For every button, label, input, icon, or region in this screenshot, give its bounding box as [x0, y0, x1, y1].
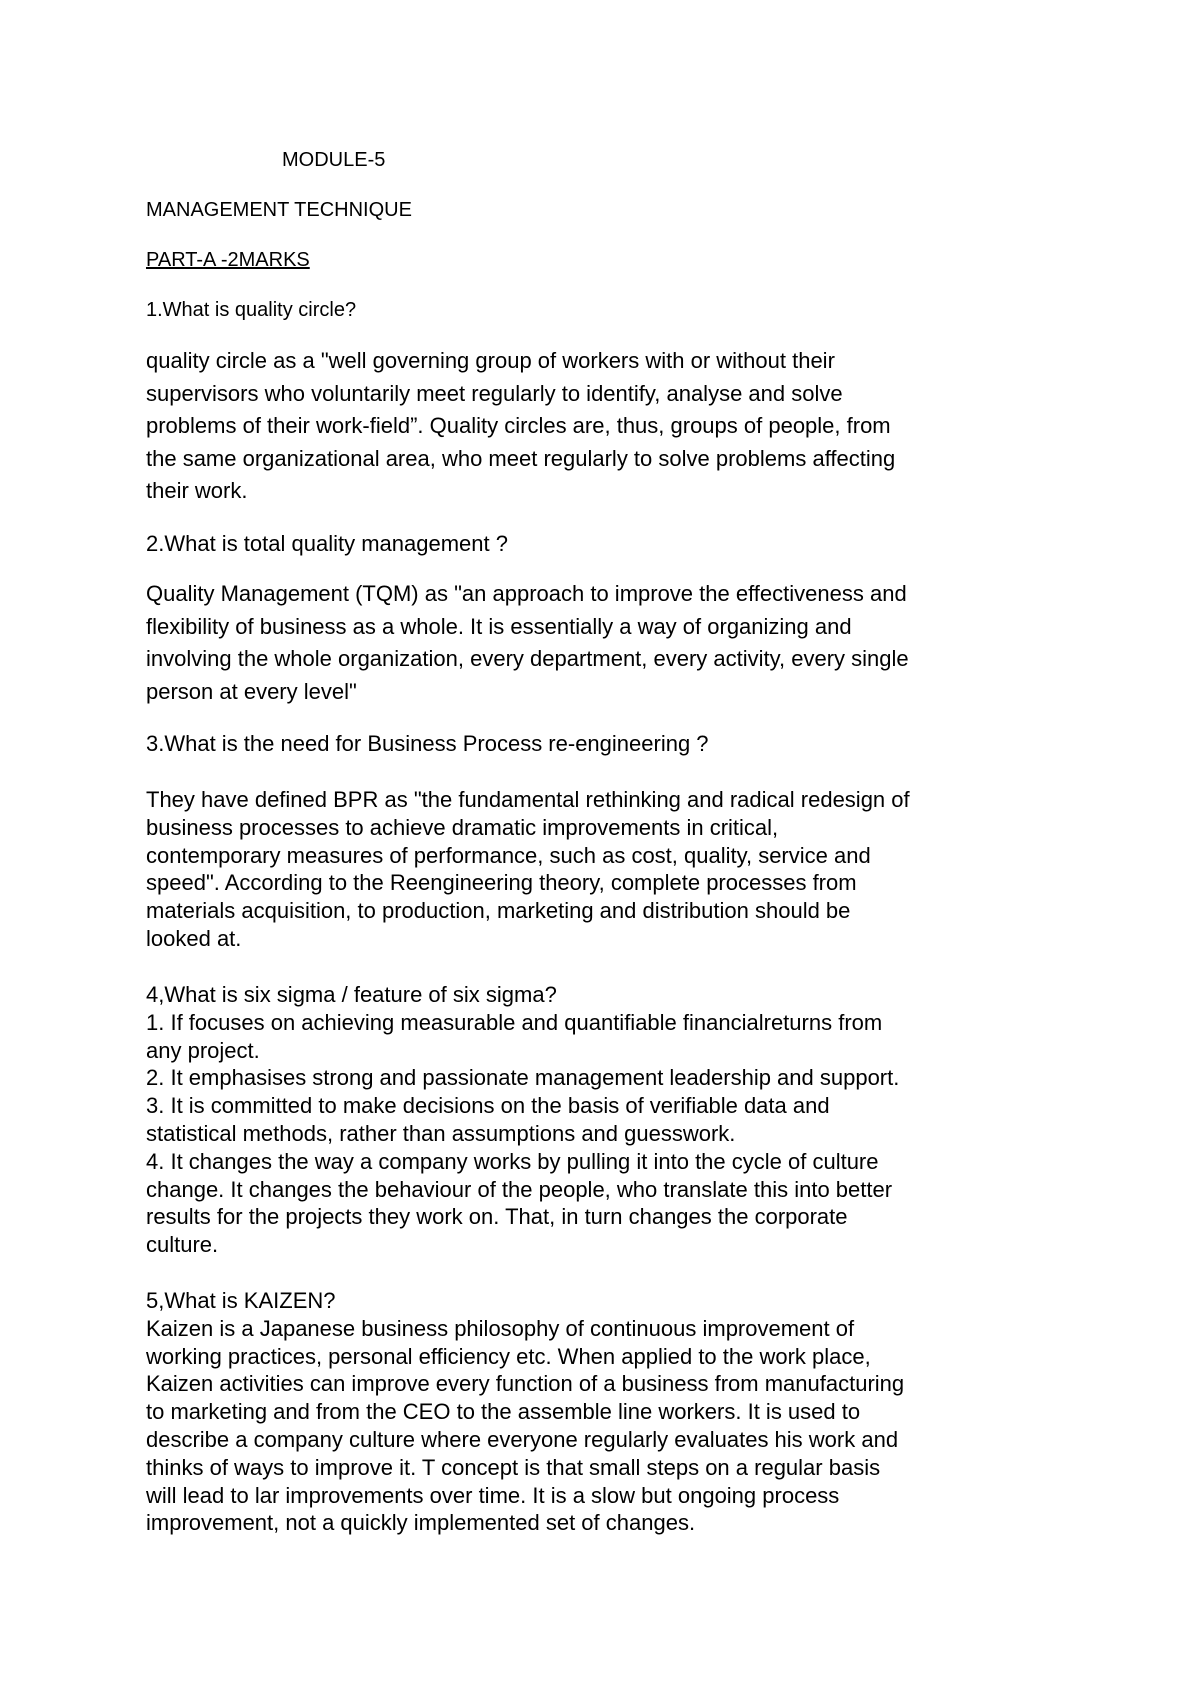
six-sigma-line: culture.: [146, 1232, 219, 1258]
answer-3-line: They have defined BPR as "the fundamental rethinking and radical redesign of: [146, 787, 910, 812]
question-1: 1.What is quality circle?: [146, 299, 357, 321]
six-sigma-line: statistical methods, rather than assumptions and guesswork.: [146, 1120, 736, 1146]
answer-1-line: quality circle as a "well governing group of workers with or without their: [146, 348, 835, 373]
answer-2-line: person at every level": [146, 678, 357, 704]
kaizen-line: Kaizen is a Japanese business philosophy of continuous improvement of: [146, 1315, 855, 1341]
kaizen-line: improvement, not a quickly implemented set of changes.: [146, 1510, 696, 1536]
kaizen-line: working practices, personal efficiency etc. When applied to the work place,: [146, 1343, 871, 1369]
kaizen-question: 5,What is KAIZEN?: [146, 1288, 336, 1313]
six-sigma-line: change. It changes the behaviour of the people, who translate this into better: [146, 1176, 893, 1202]
six-sigma-line: 4. It changes the way a company works by pulling it into the cycle of culture: [146, 1148, 879, 1174]
answer-3-line: materials acquisition, to production, marketing and distribution should be: [146, 898, 851, 924]
six-sigma-section: [146, 981, 1086, 1259]
kaizen-section: [146, 1287, 1086, 1537]
answer-3-line: contemporary measures of performance, such as cost, quality, service and: [146, 842, 871, 868]
answer-2: [146, 578, 1086, 708]
answer-3: [146, 786, 1086, 953]
kaizen-line: to marketing and from the CEO to the assemble line workers. It is used to: [146, 1399, 861, 1425]
answer-3-line: business processes to achieve dramatic improvements in critical,: [146, 814, 779, 840]
answer-1-line: the same organizational area, who meet regularly to solve problems affecting: [146, 445, 896, 471]
kaizen-line: thinks of ways to improve it. T concept is that small steps on a regular basis: [146, 1454, 881, 1480]
six-sigma-line: 2. It emphasises strong and passionate management leadership and support.: [146, 1065, 900, 1091]
answer-1: [146, 345, 1086, 508]
six-sigma-line: 3. It is committed to make decisions on the basis of verifiable data and: [146, 1093, 830, 1119]
six-sigma-line: results for the projects they work on. That, in turn changes the corporate: [146, 1204, 848, 1230]
kaizen-line: will lead to lar improvements over time. It is a slow but ongoing process: [146, 1482, 840, 1508]
answer-2-line: flexibility of business as a whole. It is essentially a way of organizing and: [146, 613, 852, 639]
six-sigma-question: 4,What is six sigma / feature of six sigma?: [146, 982, 557, 1007]
answer-3-line: speed". According to the Reengineering theory, complete processes from: [146, 870, 857, 896]
answer-1-line: supervisors who voluntarily meet regularly to identify, analyse and solve: [146, 380, 843, 406]
subject-title: MANAGEMENT TECHNIQUE: [146, 199, 412, 221]
six-sigma-line: 1. If focuses on achieving measurable and quantifiable financialreturns from: [146, 1009, 883, 1035]
module-title: MODULE-5: [282, 149, 386, 171]
answer-3-line: looked at.: [146, 925, 242, 951]
kaizen-line: Kaizen activities can improve every function of a business from manufacturing: [146, 1371, 905, 1397]
part-heading: PART-A -2MARKS: [146, 249, 310, 271]
answer-1-line: problems of their work-field”. Quality circles are, thus, groups of people, from: [146, 413, 891, 438]
answer-2-line: involving the whole organization, every department, every activity, every single: [146, 646, 909, 671]
question-3: 3.What is the need for Business Process re-engineering ?: [146, 731, 709, 756]
answer-1-line: their work.: [146, 478, 248, 503]
kaizen-line: describe a company culture where everyone regularly evaluates his work and: [146, 1426, 899, 1452]
answer-2-line: Quality Management (TQM) as "an approach to improve the effectiveness and: [146, 581, 907, 606]
six-sigma-line: any project.: [146, 1037, 260, 1063]
question-2: 2.What is total quality management ?: [146, 531, 508, 556]
